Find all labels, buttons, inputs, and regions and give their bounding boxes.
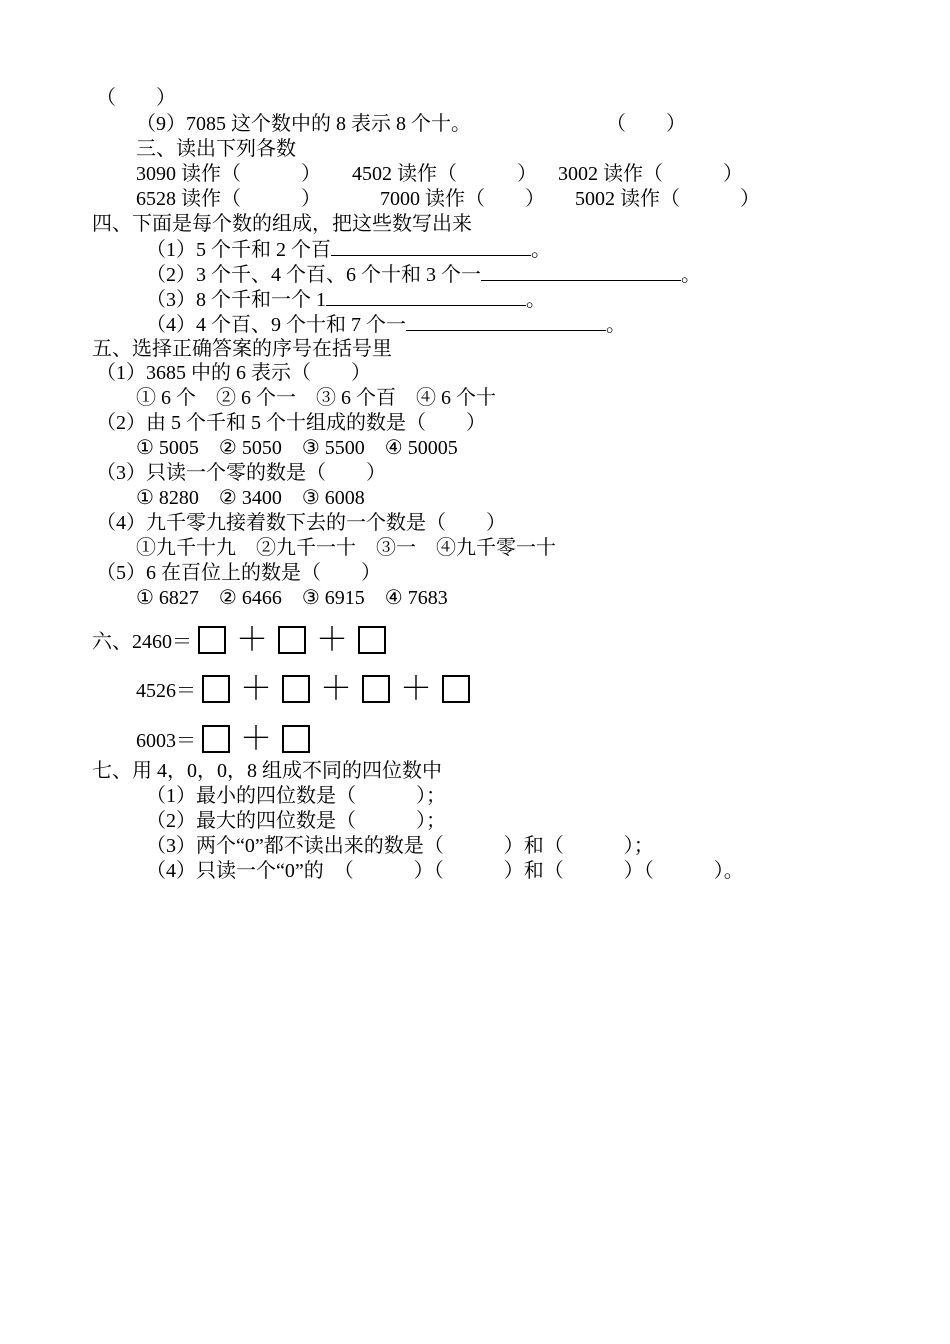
composition-item xyxy=(146,262,701,286)
period: 。 xyxy=(681,264,701,286)
section-7-title: 七、用 4，0，0，8 组成不同的四位数中 xyxy=(92,760,442,782)
plus-sign: ＋ xyxy=(239,719,272,757)
equation-label: 六、2460＝ xyxy=(92,631,192,653)
answer-box[interactable] xyxy=(202,725,230,753)
section-5-title: 五、选择正确答案的序号在括号里 xyxy=(92,338,392,360)
answer-box[interactable] xyxy=(362,675,390,703)
answer-box[interactable] xyxy=(282,675,310,703)
choice-options: ①九千十九 ②九千一十 ③一 ④九千零一十 xyxy=(136,537,556,559)
plus-sign: ＋ xyxy=(235,620,268,658)
choice-options: ① 5005 ② 5050 ③ 5500 ④ 50005 xyxy=(136,437,458,459)
plus-sign: ＋ xyxy=(239,669,272,707)
read-item: 3090 读作（ ） xyxy=(136,163,321,185)
read-item: 3002 读作（ ） xyxy=(558,163,743,185)
answer-box[interactable] xyxy=(202,675,230,703)
composition-text: （4）4 个百、9 个十和 7 个一 xyxy=(146,314,406,336)
digit-question: （2）最大的四位数是（ ）； xyxy=(146,810,446,832)
composition-text: （2）3 个千、4 个百、6 个十和 3 个一 xyxy=(146,264,481,286)
period: 。 xyxy=(531,239,551,261)
answer-box[interactable] xyxy=(442,675,470,703)
choice-question: （2）由 5 个千和 5 个十组成的数是（ ） xyxy=(96,412,486,434)
period: 。 xyxy=(606,314,626,336)
read-item: 4502 读作（ ） xyxy=(352,163,537,185)
composition-item xyxy=(146,237,551,261)
choice-options: ① 6 个 ② 6 个一 ③ 6 个百 ④ 6 个十 xyxy=(136,387,496,409)
equation-4526 xyxy=(136,669,470,707)
read-item: 6528 读作（ ） xyxy=(136,188,321,210)
composition-item xyxy=(146,312,626,336)
composition-text: （3）8 个千和一个 1 xyxy=(146,289,326,311)
period: 。 xyxy=(526,289,546,311)
choice-question: （1）3685 中的 6 表示（ ） xyxy=(96,362,371,384)
answer-blank[interactable] xyxy=(481,262,681,281)
composition-item xyxy=(146,287,546,311)
digit-question: （1）最小的四位数是（ ）； xyxy=(146,785,446,807)
answer-box[interactable] xyxy=(282,725,310,753)
plus-sign: ＋ xyxy=(315,620,348,658)
question-9: （9）7085 这个数中的 8 表示 8 个十。 xyxy=(136,113,471,135)
choice-question: （3）只读一个零的数是（ ） xyxy=(96,462,386,484)
plus-sign: ＋ xyxy=(399,669,432,707)
section-3-title: 三、读出下列各数 xyxy=(136,138,296,160)
read-item: 5002 读作（ ） xyxy=(575,188,760,210)
answer-blank[interactable] xyxy=(406,312,606,331)
question-9-answer: （ ） xyxy=(606,113,686,135)
equation-2460 xyxy=(92,620,386,658)
choice-options: ① 8280 ② 3400 ③ 6008 xyxy=(136,487,365,509)
equation-6003 xyxy=(136,719,310,757)
answer-blank[interactable] xyxy=(326,287,526,306)
answer-box[interactable] xyxy=(278,626,306,654)
answer-blank[interactable] xyxy=(331,237,531,256)
answer-box[interactable] xyxy=(198,626,226,654)
answer-box[interactable] xyxy=(358,626,386,654)
choice-options: ① 6827 ② 6466 ③ 6915 ④ 7683 xyxy=(136,587,448,609)
read-item: 7000 读作（ ） xyxy=(380,188,545,210)
composition-text: （1）5 个千和 2 个百 xyxy=(146,239,331,261)
choice-question: （4）九千零九接着数下去的一个数是（ ） xyxy=(96,512,506,534)
choice-question: （5）6 在百位上的数是（ ） xyxy=(96,562,381,584)
plus-sign: ＋ xyxy=(319,669,352,707)
digit-question: （4）只读一个“0”的 （ ）（ ）和（ ）（ ）。 xyxy=(146,860,744,882)
equation-label: 4526＝ xyxy=(136,680,196,702)
section-4-title: 四、下面是每个数的组成，把这些数写出来 xyxy=(92,213,472,235)
equation-label: 6003＝ xyxy=(136,730,196,752)
digit-question: （3）两个“0”都不读出来的数是（ ）和（ ）； xyxy=(146,835,654,857)
answer-paren: （ ） xyxy=(96,87,176,109)
